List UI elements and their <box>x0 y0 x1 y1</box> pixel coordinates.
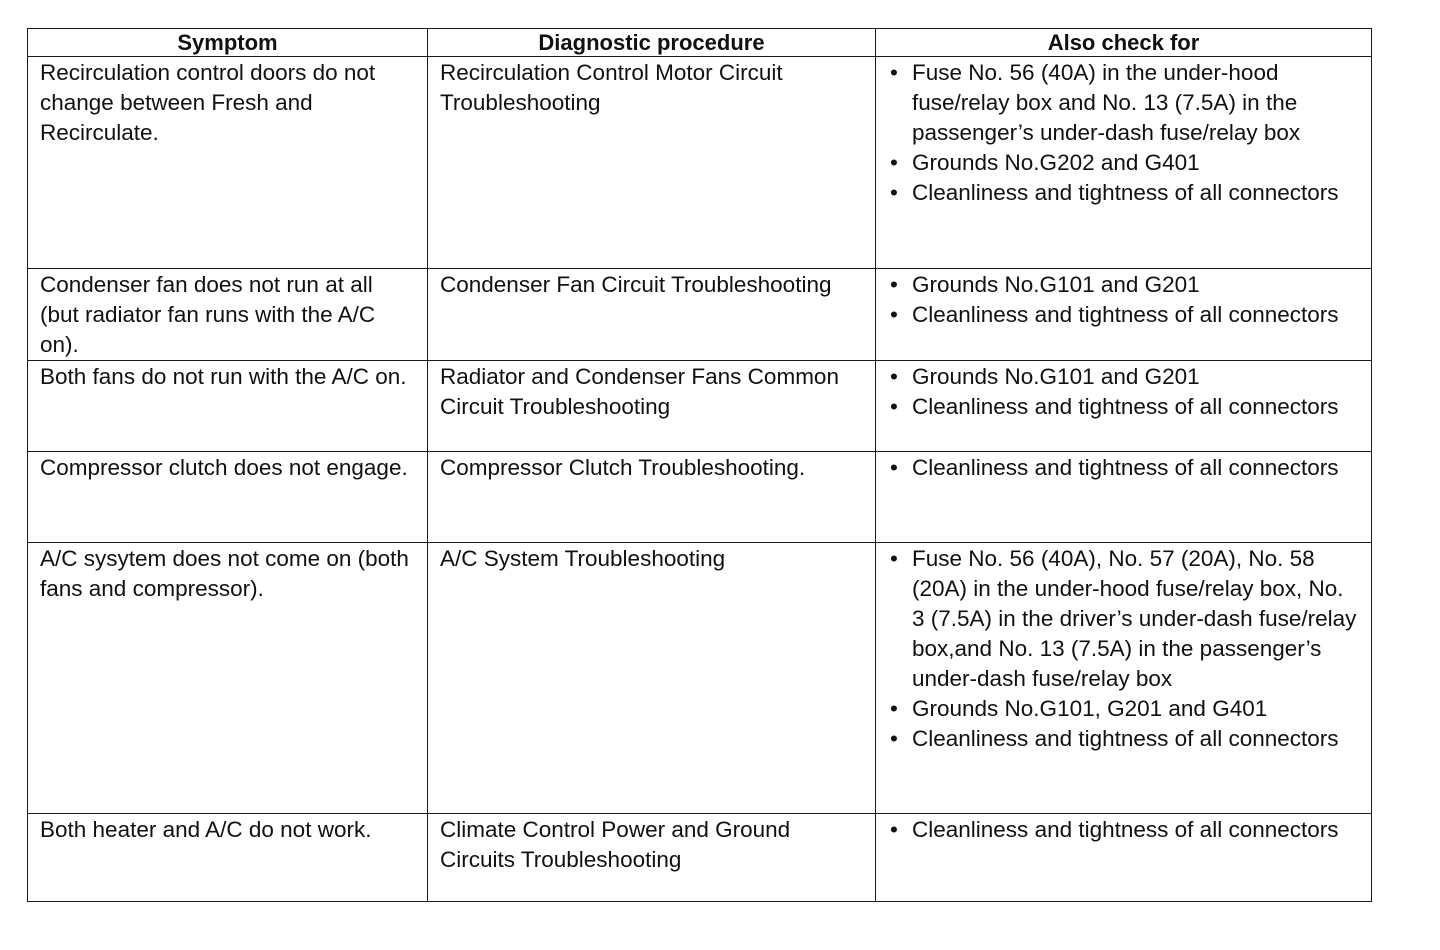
symptom-cell: Both fans do not run with the A/C on. <box>28 361 428 452</box>
check-item: • Cleanliness and tightness of all connectors <box>888 300 1361 330</box>
check-item: • Grounds No.G101 and G201 <box>888 362 1361 392</box>
check-item: • Cleanliness and tightness of all connectors <box>888 453 1361 483</box>
procedure-cell: Radiator and Condenser Fans Common Circuit Troubleshooting <box>428 361 876 452</box>
check-item: • Cleanliness and tightness of all connectors <box>888 392 1361 422</box>
checks-cell <box>876 361 1372 452</box>
procedure-cell: Condenser Fan Circuit Troubleshooting <box>428 269 876 361</box>
table-row <box>28 361 1372 452</box>
checks-cell <box>876 452 1372 543</box>
checks-list <box>888 544 1361 754</box>
table-row <box>28 814 1372 902</box>
procedure-cell: Compressor Clutch Troubleshooting. <box>428 452 876 543</box>
checks-cell <box>876 543 1372 814</box>
checks-list <box>888 815 1361 845</box>
checks-list <box>888 58 1361 208</box>
symptom-cell: A/C sysytem does not come on (both fans and compressor). <box>28 543 428 814</box>
table-row <box>28 269 1372 361</box>
procedure-cell: Climate Control Power and Ground Circuits Troubleshooting <box>428 814 876 902</box>
troubleshooting-table <box>27 28 1372 902</box>
table-row <box>28 452 1372 543</box>
checks-list <box>888 362 1361 422</box>
check-item: • Cleanliness and tightness of all connectors <box>888 178 1361 208</box>
checks-cell <box>876 57 1372 269</box>
check-item: • Fuse No. 56 (40A) in the under-hood fuse/relay box and No. 13 (7.5A) in the passenger’s under-dash fuse/relay box <box>888 58 1361 148</box>
checks-cell <box>876 814 1372 902</box>
checks-list <box>888 270 1361 330</box>
symptom-cell: Condenser fan does not run at all (but radiator fan runs with the A/C on). <box>28 269 428 361</box>
check-item: • Grounds No.G101 and G201 <box>888 270 1361 300</box>
check-item: • Grounds No.G202 and G401 <box>888 148 1361 178</box>
symptom-cell: Both heater and A/C do not work. <box>28 814 428 902</box>
table-row <box>28 543 1372 814</box>
header-diagnostic-procedure: Diagnostic procedure <box>428 29 876 57</box>
check-item: • Cleanliness and tightness of all connectors <box>888 724 1361 754</box>
check-item: • Fuse No. 56 (40A), No. 57 (20A), No. 58 (20A) in the under-hood fuse/relay box, No. 3 (7.5A) in the driver’s under-dash fuse/relay box,and No. 13 (7.5A) in the passenger’s under-dash fuse/relay box <box>888 544 1361 694</box>
symptom-cell: Compressor clutch does not engage. <box>28 452 428 543</box>
header-also-check-for: Also check for <box>876 29 1372 57</box>
procedure-cell: Recirculation Control Motor Circuit Troubleshooting <box>428 57 876 269</box>
check-item: • Cleanliness and tightness of all connectors <box>888 815 1361 845</box>
header-symptom: Symptom <box>28 29 428 57</box>
check-item: • Grounds No.G101, G201 and G401 <box>888 694 1361 724</box>
symptom-cell: Recirculation control doors do not change between Fresh and Recirculate. <box>28 57 428 269</box>
checks-list <box>888 453 1361 483</box>
table-row <box>28 57 1372 269</box>
procedure-cell: A/C System Troubleshooting <box>428 543 876 814</box>
checks-cell <box>876 269 1372 361</box>
table-header-row <box>28 29 1372 57</box>
